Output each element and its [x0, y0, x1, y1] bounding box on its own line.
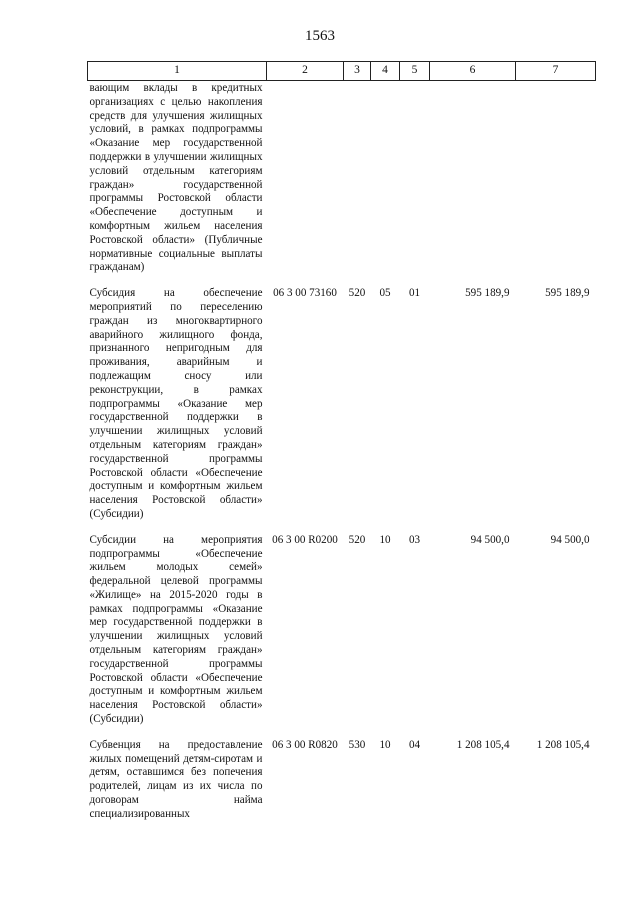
row-code [267, 81, 344, 276]
budget-table [87, 61, 596, 822]
row-rz [371, 81, 400, 276]
page-number: 1563 [305, 28, 335, 44]
row-description: Субсидия на обеспечение мероприятий по переселению граждан из многоквартирного аварийного жилищного фонда, признанного непригодным для проживания, аварийным и подлежащим сносу или реконструкции, в рамках подпрограммы «Оказание мер государственной поддержки в улучшении жилищных условий отдельным категориям граждан» государственной программы Ростовской области «Обеспечение доступным и комфортным жильем населения Ростовской области» (Субсидии) [89, 287, 263, 520]
row-sum-1: 94 500,0 [470, 533, 510, 546]
table-header-row [88, 62, 596, 81]
row-sum-2: 595 189,9 [545, 287, 590, 300]
row-sum-2 [516, 81, 596, 276]
row-rz: 05 [379, 287, 391, 300]
row-description: Субвенция на предоставление жилых помещений детям-сиротам и детям, оставшимся без попечения родителей, лицам из их числа по договорам найма специализированных [89, 738, 263, 820]
row-pr: 01 [408, 287, 421, 300]
row-vr: 520 [348, 287, 366, 300]
col-header-6: 6 [430, 62, 516, 81]
row-description: Субсидии на мероприятия подпрограммы «Обеспечение жильем молодых семей» федеральной целевой программы «Жилище» на 2015-2020 годы в рамках подпрограммы «Оказание мер государственной поддержки в улучшении жилищных условий отдельным категориям граждан» государственной программы Ростовской области «Обеспечение доступным и комфортным жильем населения Ростовской области» (Субсидии) [89, 533, 263, 726]
row-sum-1: 595 189,9 [465, 287, 510, 300]
row-sum-2: 1 208 105,4 [536, 738, 590, 751]
table-row [88, 81, 596, 276]
row-sum-1 [430, 81, 516, 276]
table-row [88, 727, 596, 822]
row-sum-1: 1 208 105,4 [456, 738, 510, 751]
row-pr: 04 [408, 738, 421, 751]
row-vr: 520 [348, 533, 366, 546]
col-header-5: 5 [400, 62, 430, 81]
col-header-2: 2 [267, 62, 344, 81]
row-pr [400, 81, 430, 276]
col-header-3: 3 [344, 62, 371, 81]
row-rz: 10 [379, 738, 391, 751]
row-description: вающим вклады в кредитных организациях с целью накопления средств для улучшения жилищных условий, в рамках подпрограммы «Оказание мер государственной поддержки в улучшении жилищных условий отдельным категориям граждан» государственной программы Ростовской области «Обеспечение доступным и комфортным жильем населения Ростовской области» (Публичные нормативные социальные выплаты гражданам) [89, 82, 263, 274]
row-rz: 10 [379, 533, 391, 546]
table-row [88, 522, 596, 727]
col-header-7: 7 [516, 62, 596, 81]
table-row [88, 275, 596, 522]
row-code: 06 3 00 R0820 [272, 738, 338, 751]
row-pr: 03 [408, 533, 421, 546]
row-code: 06 3 00 R0200 [272, 533, 338, 546]
col-header-1: 1 [88, 62, 267, 81]
col-header-4: 4 [371, 62, 400, 81]
row-vr: 530 [348, 738, 366, 751]
row-code: 06 3 00 73160 [273, 287, 337, 300]
row-vr [344, 81, 371, 276]
row-sum-2: 94 500,0 [550, 533, 590, 546]
